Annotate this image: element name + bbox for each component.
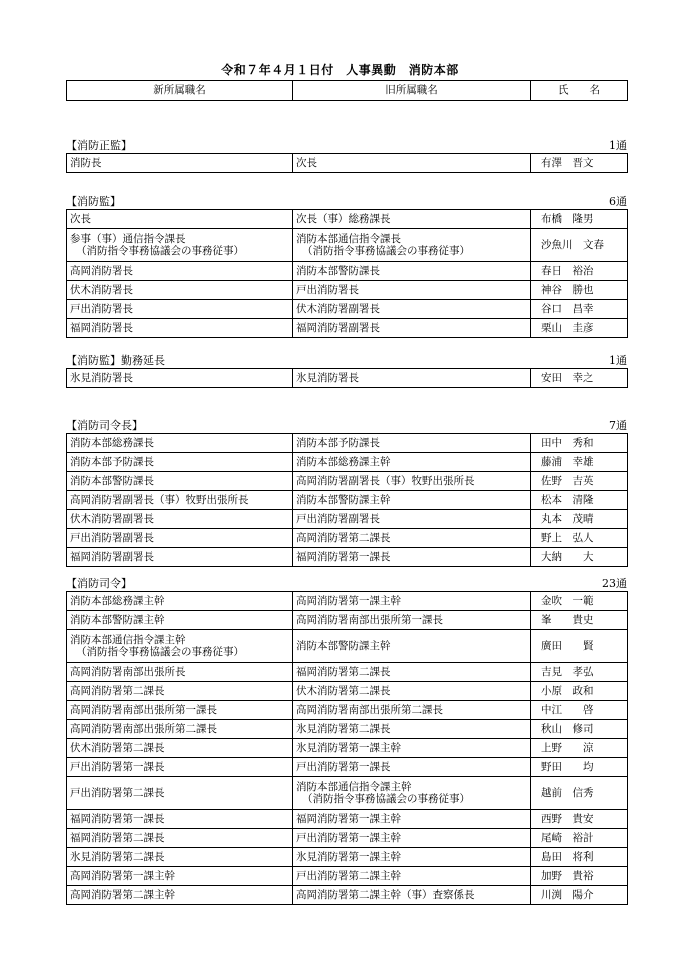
old-position-cell: 氷見消防署第二課長 [293,720,531,739]
section-count: 1通 [609,354,627,367]
table-row [67,701,628,720]
personnel-table [66,591,628,905]
new-position-cell: 高岡消防署南部出張所第二課長 [67,720,293,739]
new-position-cell: 消防本部警防課長 [67,472,293,491]
person-name-cell: 藤浦 幸雄 [531,453,628,472]
person-name-cell: 谷口 昌幸 [531,300,628,319]
new-position-cell: 福岡消防署第一課長 [67,810,293,829]
personnel-table [66,433,628,567]
table-row [67,281,628,300]
old-position-cell: 高岡消防署第二課長 [293,529,531,548]
old-position-cell: 戸出消防署第一課長 [293,758,531,777]
old-position-cell: 高岡消防署第一課主幹 [293,592,531,611]
section-heading [66,417,627,431]
old-position-cell: 次長 [293,154,531,173]
new-position-cell: 伏木消防署長 [67,281,293,300]
table-row [67,829,628,848]
table-row [67,886,628,905]
new-position-cell: 高岡消防署南部出張所第一課長 [67,701,293,720]
section-rank-label: 【消防監】勤務延長 [66,354,165,367]
new-position-cell: 消防本部総務課長 [67,434,293,453]
header-name: 氏 名 [531,81,628,101]
table-row [67,758,628,777]
old-position-cell: 伏木消防署第二課長 [293,682,531,701]
table-row [67,630,628,663]
section-count: 7通 [609,419,627,432]
old-position-cell: 消防本部通信指令課主幹 （消防指令事務協議会の事務従事） [293,777,531,810]
new-position-cell: 戸出消防署副署長 [67,529,293,548]
table-row [67,434,628,453]
old-position-cell: 福岡消防署第一課主幹 [293,810,531,829]
new-position-cell: 消防本部通信指令課主幹 （消防指令事務協議会の事務従事） [67,630,293,663]
person-name-cell: 佐野 吉英 [531,472,628,491]
table-row [67,229,628,262]
old-position-cell: 消防本部警防課長 [293,262,531,281]
new-position-cell: 参事（事）通信指令課長 （消防指令事務協議会の事務従事） [67,229,293,262]
person-name-cell: 野田 均 [531,758,628,777]
new-position-cell: 消防長 [67,154,293,173]
table-row [67,262,628,281]
person-name-cell: 島田 将利 [531,848,628,867]
new-position-cell: 福岡消防署副署長 [67,548,293,567]
new-position-cell: 戸出消防署長 [67,300,293,319]
new-position-cell: 高岡消防署第二課主幹 [67,886,293,905]
person-name-cell: 有澤 晋文 [531,154,628,173]
personnel-table [66,153,628,173]
new-position-cell: 戸出消防署第一課長 [67,758,293,777]
old-position-cell: 戸出消防署長 [293,281,531,300]
person-name-cell: 沙魚川 文春 [531,229,628,262]
person-name-cell: 廣田 賢 [531,630,628,663]
table-row [67,592,628,611]
old-position-cell: 消防本部総務課主幹 [293,453,531,472]
person-name-cell: 金吹 一範 [531,592,628,611]
table-row [67,319,628,338]
table-row [67,154,628,173]
new-position-cell: 高岡消防署第二課長 [67,682,293,701]
new-position-cell: 消防本部警防課主幹 [67,611,293,630]
new-position-cell: 氷見消防署長 [67,369,293,388]
table-row [67,369,628,388]
table-row [67,739,628,758]
person-name-cell: 尾崎 裕計 [531,829,628,848]
person-name-cell: 野上 弘人 [531,529,628,548]
section-rank-label: 【消防司令】 [66,577,132,590]
old-position-cell: 氷見消防署第一課主幹 [293,739,531,758]
old-position-cell: 消防本部警防課主幹 [293,491,531,510]
old-position-cell: 消防本部警防課主幹 [293,630,531,663]
table-row [67,453,628,472]
personnel-table [66,368,628,388]
old-position-cell: 福岡消防署第二課長 [293,663,531,682]
old-position-cell: 次長（事）総務課長 [293,210,531,229]
old-position-cell: 氷見消防署第一課主幹 [293,848,531,867]
personnel-table [66,209,628,338]
header-new-position: 新所属職名 [67,81,293,101]
table-row [67,300,628,319]
new-position-cell: 福岡消防署第二課長 [67,829,293,848]
new-position-cell: 氷見消防署第二課長 [67,848,293,867]
person-name-cell: 栗山 圭彦 [531,319,628,338]
new-position-cell: 消防本部総務課主幹 [67,592,293,611]
table-row [67,663,628,682]
person-name-cell: 小原 政和 [531,682,628,701]
table-row [67,720,628,739]
person-name-cell: 大納 大 [531,548,628,567]
person-name-cell: 上野 涼 [531,739,628,758]
new-position-cell: 伏木消防署副署長 [67,510,293,529]
section-heading [66,352,627,366]
section-heading [66,575,627,589]
table-row [67,810,628,829]
section-count: 23通 [602,577,627,590]
page-title: 令和７年４月１日付 人事異動 消防本部 [221,63,459,77]
old-position-cell: 氷見消防署長 [293,369,531,388]
new-position-cell: 高岡消防署副署長（事）牧野出張所長 [67,491,293,510]
section-count: 6通 [609,195,627,208]
table-row [67,472,628,491]
person-name-cell: 秋山 修司 [531,720,628,739]
new-position-cell: 次長 [67,210,293,229]
person-name-cell: 加野 貴裕 [531,867,628,886]
old-position-cell: 福岡消防署副署長 [293,319,531,338]
person-name-cell: 中江 啓 [531,701,628,720]
new-position-cell: 消防本部予防課長 [67,453,293,472]
old-position-cell: 戸出消防署第二課主幹 [293,867,531,886]
column-header-table [66,80,628,101]
person-name-cell: 春日 裕治 [531,262,628,281]
old-position-cell: 福岡消防署第一課長 [293,548,531,567]
table-row [67,510,628,529]
person-name-cell: 安田 幸之 [531,369,628,388]
section-rank-label: 【消防正監】 [66,139,132,152]
old-position-cell: 戸出消防署第一課主幹 [293,829,531,848]
new-position-cell: 福岡消防署長 [67,319,293,338]
old-position-cell: 伏木消防署副署長 [293,300,531,319]
section-heading [66,193,627,207]
person-name-cell: 峯 貴史 [531,611,628,630]
person-name-cell: 布橋 隆男 [531,210,628,229]
table-row [67,682,628,701]
person-name-cell: 西野 貴安 [531,810,628,829]
new-position-cell: 高岡消防署第一課主幹 [67,867,293,886]
old-position-cell: 高岡消防署第二課主幹（事）査察係長 [293,886,531,905]
table-row [67,210,628,229]
old-position-cell: 戸出消防署副署長 [293,510,531,529]
table-row [67,867,628,886]
new-position-cell: 高岡消防署南部出張所長 [67,663,293,682]
old-position-cell: 高岡消防署南部出張所第二課長 [293,701,531,720]
person-name-cell: 松本 清隆 [531,491,628,510]
section-heading [66,137,627,151]
new-position-cell: 高岡消防署長 [67,262,293,281]
section-rank-label: 【消防司令長】 [66,419,143,432]
header-old-position: 旧所属職名 [293,81,531,101]
table-row [67,529,628,548]
person-name-cell: 川渕 陽介 [531,886,628,905]
table-row [67,611,628,630]
old-position-cell: 高岡消防署南部出張所第一課長 [293,611,531,630]
table-row [67,548,628,567]
new-position-cell: 戸出消防署第二課長 [67,777,293,810]
person-name-cell: 田中 秀和 [531,434,628,453]
section-rank-label: 【消防監】 [66,195,121,208]
table-row [67,491,628,510]
person-name-cell: 神谷 勝也 [531,281,628,300]
table-row [67,848,628,867]
section-count: 1通 [609,139,627,152]
person-name-cell: 吉見 孝弘 [531,663,628,682]
new-position-cell: 伏木消防署第二課長 [67,739,293,758]
person-name-cell: 丸本 茂晴 [531,510,628,529]
old-position-cell: 消防本部通信指令課長 （消防指令事務協議会の事務従事） [293,229,531,262]
table-row [67,777,628,810]
old-position-cell: 高岡消防署副署長（事）牧野出張所長 [293,472,531,491]
person-name-cell: 越前 信秀 [531,777,628,810]
old-position-cell: 消防本部予防課長 [293,434,531,453]
